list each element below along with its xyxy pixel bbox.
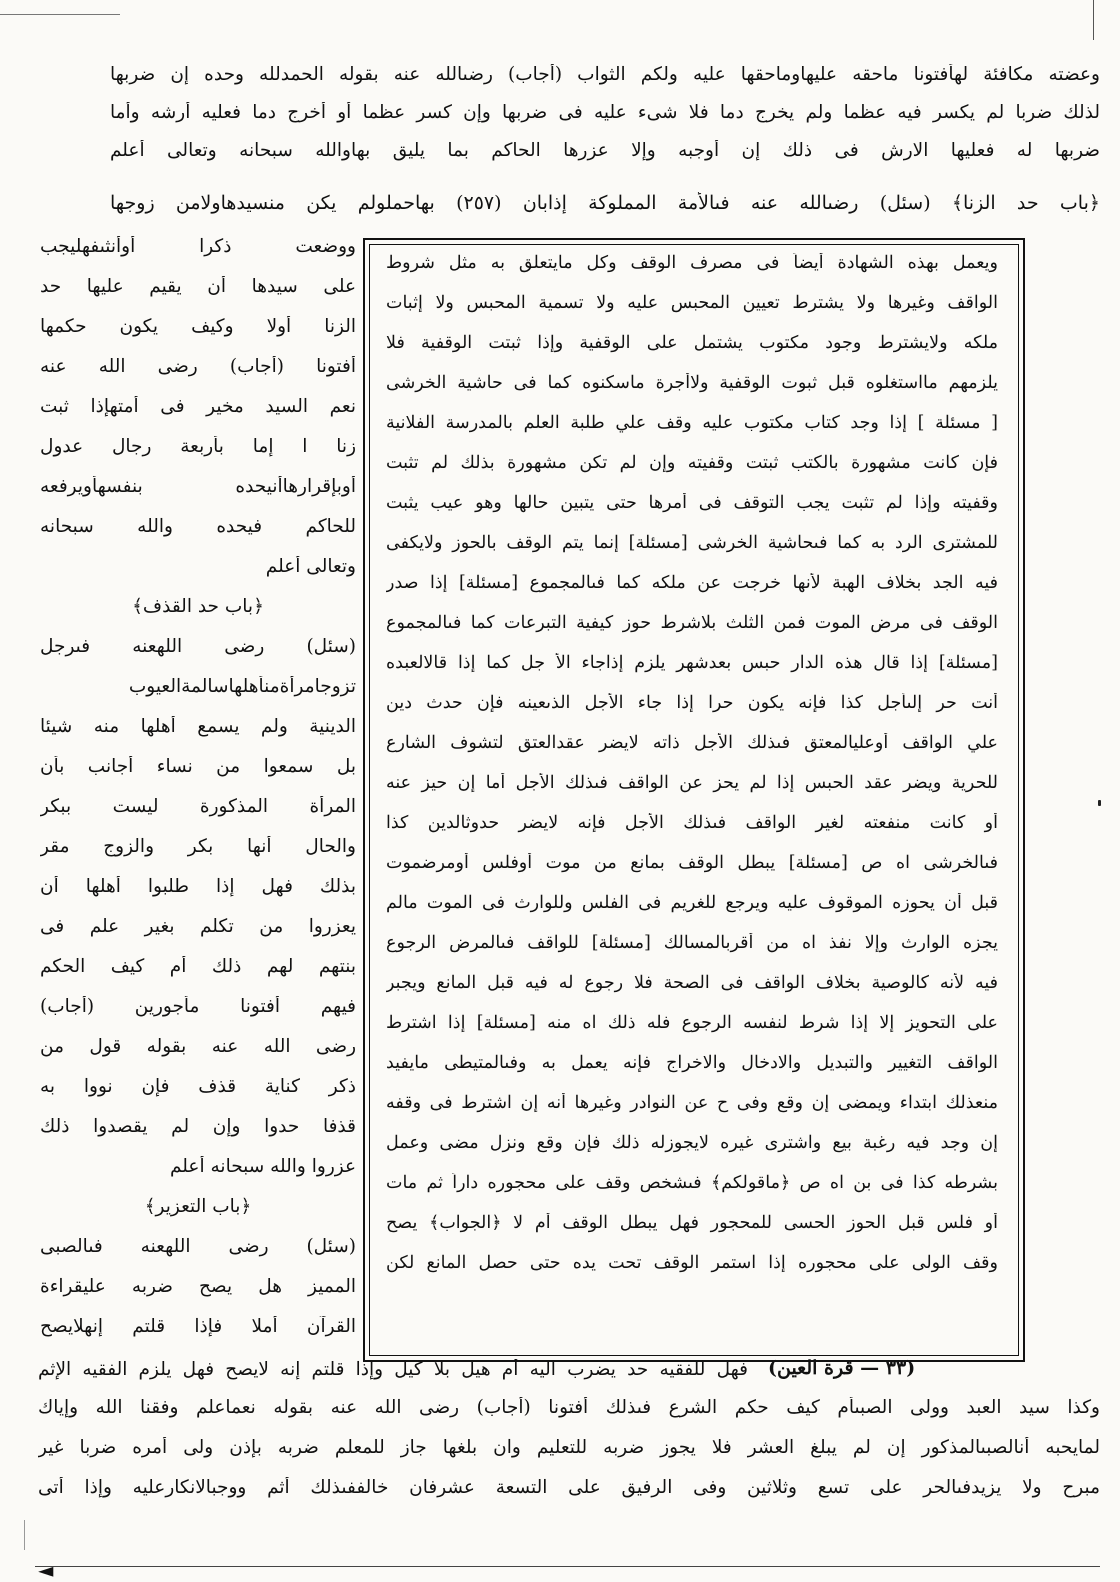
- box-line: [ مسئلة ] إذا وجد كتاب مكتوب عليه وقف علي طلبة العلم بالمدرسة الفلانية: [386, 413, 998, 433]
- side-column-line: فيهم أفتونا مأجورين (أجاب): [40, 996, 356, 1017]
- box-line: قبل أن يحوزه الموقوف عليه ويرجع للغريم فى الفلس وللوارث فى الموت مالم: [386, 893, 998, 913]
- box-line: وقف الولى على محجوره إذا استمر الوقف تحت يده حتى حصل المانع لكن: [386, 1253, 998, 1273]
- box-line: الواقف وغيرها ولا يشترط تعيين المحبس عليه ولا تسمية المحبس ولا إثبات: [386, 293, 998, 313]
- box-line: للحرية ويضر عقد الحبس إذا لم يحز عن الواقف فىذلك الأجل أما إن حيز عنه: [386, 773, 998, 793]
- chapter-heading: ﴿باب حد الزنا﴾ (سئل) رضىالله عنه فىالأمة المملوكة إذابان (٢٥٧) بهاحملولم يكن منسيدهاولامن زوجها: [110, 192, 1100, 214]
- side-column-line: والحال أنها بكر والزوج مقر: [40, 836, 356, 857]
- top-rule: [0, 14, 120, 15]
- side-column-line: يعزروا من تكلم بغير علم فى: [40, 916, 356, 937]
- box-line: على التحويز إلا إذا شرط لنفسه الرجوع فله ذلك اه منه [مسئلة] إذا اشترط: [386, 1013, 998, 1033]
- box-line: الوقف فى مرض الموت فمن الثلث بلاشرط حوز كيفية التبرعات كما فىالمجموع: [386, 613, 998, 633]
- top-paragraph-line: لذلك ضربا لم يكسر فيه عظما ولم يخرج دما فلا شىء عليه فى ضربها وإن كسر عظما أو أخرج دما فعليه أرشه وأما: [110, 102, 1100, 123]
- side-column-line: قذفا حدوا وإن لم يقصدوا ذلك: [40, 1116, 356, 1137]
- side-column-line: زنا ا إما بأربعة رجال عدول: [40, 436, 356, 457]
- signature-label: (٣٣ — قرة العين): [768, 1357, 916, 1379]
- box-line: بشرطه كذا فى بن اه ص ﴿ماقولكم﴾ فىشخص وقف على محجوره داراً ثم مات: [386, 1173, 998, 1193]
- side-column-line: (سئل) رضى اللهعنه فىرجل: [40, 636, 356, 657]
- box-line: فيه الجد بخلاف الهبة لأنها خرجت عن ملكه كما فىالمجموع [مسئلة] إذا صدر: [386, 573, 998, 593]
- side-column-line: على سيدها أن يقيم عليها حد: [40, 276, 356, 297]
- box-line: فيه لأنه كالوصية بخلاف الواقف فى الصحة فلا رجوع له فيه قبل المانع ويجبر: [386, 973, 998, 993]
- side-column-line: (سئل) رضى اللهعنه فىالصبى: [40, 1236, 356, 1257]
- side-column-line: أوبإقرارهاأنيحده بنفسهأويرفعه: [40, 476, 356, 497]
- box-line: أنت حر إلىأجل كذا فإنه يكون حرا إذا جاء الأجل الذىعينه فإن حدث دين: [386, 693, 998, 713]
- side-column-line: المميز هل يصح ضربه عليقراءة: [40, 1276, 356, 1297]
- bottom-paragraph-line: لمايحبه أنالصبىالمذكور إن لم يبلغ العشر فلا يجوز ضربه للتعليم وان بلغها جاز للمعلم ضربه بإذن ولى أمره ضربا غير: [38, 1437, 1100, 1458]
- side-column-line: ذكر كناية قذف فإن نووا به: [40, 1076, 356, 1097]
- page-edge-line: [1093, 0, 1094, 40]
- box-line: إن وجد فيه رغبة بيع واشترى غيره لايجوزله ذلك فإن وقع ونزل مضى وعمل: [386, 1133, 998, 1153]
- side-column-line: نعم السيد مخير فى أمتهإذا ثبت: [40, 396, 356, 417]
- side-column-line: المرأة المذكورة ليست ببكر: [40, 796, 356, 817]
- box-line: أو فلس قبل الحوز الحسى للمحجور فهل يبطل الوقف أم لا ﴿الجواب﴾ يصح: [386, 1213, 998, 1233]
- side-column-line: عزروا والله سبحانه أعلم: [170, 1156, 356, 1177]
- side-column-line: الزنا أولا وكيف يكون حكمها: [40, 316, 356, 337]
- box-line: وقفيته وإذا لم تثبت يجب التوقف فى أمرها حتى يتبين حالها وهو عيب يثبت: [386, 493, 998, 513]
- side-column-line: الدينية ولم يسمع أهلها منه شيئا: [40, 716, 356, 737]
- box-line: يلزمهم مااستغلوه قبل ثبوت الوقفية ولاأجرة ماسكنوه كما فى حاشية الخرشى: [386, 373, 998, 393]
- box-line: علي الواقف أوعليالمعتق فىذلك الأجل ذاته لايضر عقدالعتق لتشوف الشارع: [386, 733, 998, 753]
- box-line: أو كانت منفعته لغير الواقف فىذلك الأجل فإنه لايضر حدوثالدين كذا: [386, 813, 998, 833]
- section-heading-qadhf: ﴿باب حد القذف﴾: [132, 596, 264, 617]
- bottom-paragraph-line: مبرح ولا يزيدفىالحر على تسع وثلاثين وفى الرفيق على التسعة عشرفان خالففىذلك أثم ووجبالانكارعليه وإذا أتى: [38, 1477, 1100, 1498]
- box-line: الواقف التغيير والتبديل والادخال والاخراج فإنه يعمل به وفىالمتيطى مايفيد: [386, 1053, 998, 1073]
- box-line: فىالخرشى اه ص [مسئلة] يبطل الوقف بمانع من موت أوفلس أومرضموت: [386, 853, 998, 873]
- box-line: يجزه الوارث وإلا نفذ اه من أقربالمسالك [مسئلة] للواقف فىالمرض الرجوع: [386, 933, 998, 953]
- footer-continuation-line: فهل للفقيه حد يضرب اليه أم هيل بلا كيل وإذا قلتم إنه لايصح فهل يلزم الفقيه الإثم: [38, 1359, 748, 1380]
- box-line: [مسئلة] إذا قال هذه الدار حبس بعدشهر يلزم إذاجاء الأ جل كما إذا قالالعبده: [386, 653, 998, 673]
- side-column-line: القرآن أملا فإذا قلتم إنهلايصح: [40, 1316, 356, 1337]
- side-column-line: بل سمعوا من نساء أجانب بأن: [40, 756, 356, 777]
- bottom-paragraph-line: وكذا سيد العبد وولى الصبىأم كيف حكم الشرع فىذلك أفتونا (أجاب) رضى الله عنه بقوله نعماعلم وفقنا الله وإياك: [38, 1397, 1100, 1418]
- top-paragraph-line: ضربها له فعليها الارش فى ذلك إن أوجبه وإلا عزرها الحاكم بما يليق بهاوالله سبحانه وتعالى أعلم: [110, 140, 1100, 161]
- box-line: للمشترى الرد به كما فىحاشية الخرشى [مسئلة] إنما يتم الوقف بالحوز ولايكفى: [386, 533, 998, 553]
- top-paragraph-line: وعضته مكافئة لهأفتونا ماحقه عليهاوماحقها عليه ولكم الثواب (أجاب) رضىالله عنه بقوله الحمدلله وحده إن ضربها: [110, 64, 1100, 85]
- side-column-line: ووضعت ذكرا أوأنثىفهليجب: [40, 236, 356, 257]
- margin-tick: [24, 1520, 25, 1550]
- box-line: فإن كانت مشهورة بالكتب ثبتت وقفيته وإن لم تكن مشهورة بذلك لم تثبت: [386, 453, 998, 473]
- bottom-rule: [35, 1566, 1100, 1567]
- scan-speck: [1098, 800, 1101, 806]
- side-column-line: بذلك فهل إذا طلبوا أهلها أن: [40, 876, 356, 897]
- side-column-line: بنتهم لهم ذلك أم كيف الحكم: [40, 956, 356, 977]
- side-column-line: للحاكم فيحده والله سبحانه: [40, 516, 356, 537]
- corner-arrow-icon: ◄: [38, 1558, 54, 1582]
- box-line: ويعمل بهذه الشهادة أيضاً فى مصرف الوقف وكل مايتعلق به مثل شروط: [386, 253, 998, 273]
- box-line: منعذلك ابتداء ويمضى إن وقع وفى ح عن النوادر وغيرها أنه إن اشترط فى وقفه: [386, 1093, 998, 1113]
- box-line: ملكه ولايشترط وجود مكتوب يشتمل على الوقفية وإذا ثبتت الوقفية فلا: [386, 333, 998, 353]
- side-column-line: وتعالى أعلم: [265, 556, 356, 577]
- side-column-line: أفتونا (أجاب) رضى الله عنه: [40, 356, 356, 377]
- side-column-line: تزوجامرأةمنأهلهاسالمةالعيوب: [128, 676, 356, 697]
- side-column-line: رضى الله عنه بقوله قول من: [40, 1036, 356, 1057]
- section-heading-tazir: ﴿باب التعزير﴾: [144, 1196, 252, 1217]
